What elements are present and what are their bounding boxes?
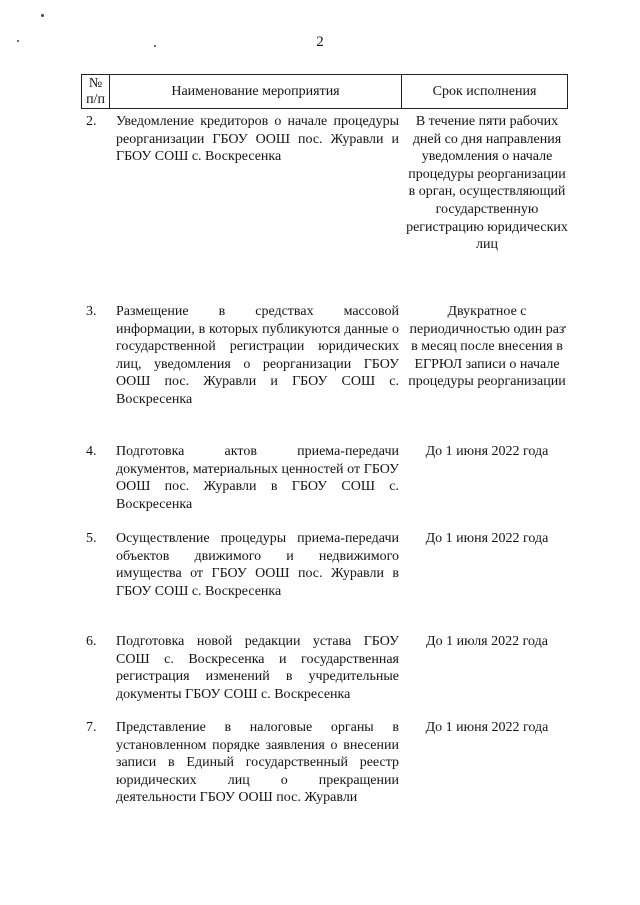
- row-description: Представление в налоговые органы в установленном порядке заявления о внесении записи в Единый государственный реестр юридических лиц о прекращении деятельности ГБОУ ООШ пос. Журавли: [116, 720, 399, 805]
- row-number: 3.: [86, 304, 97, 319]
- row-term: До 1 июня 2022 года: [425, 531, 549, 546]
- row-number: 4.: [86, 444, 97, 459]
- row-term: Двукратное с периодичностью один раз в месяц после внесения в ЕГРЮЛ записи о начале процедуры реорганизации: [408, 304, 566, 390]
- header-number-column: [82, 75, 110, 108]
- table-header: [81, 74, 568, 109]
- row-term: До 1 июня 2022 года: [425, 720, 549, 735]
- page-number: 2: [316, 34, 324, 50]
- row-term: В течение пяти рабочих дней со дня направления уведомления о начале процедуры реорганизации в орган, осуществляющий государственную регистрацию юридических лиц: [406, 114, 568, 253]
- header-number-abbrev: п/п: [86, 91, 105, 107]
- row-description: Осуществление процедуры приема-передачи объектов движимого и недвижимого имущества от ГБОУ ООШ пос. Журавли в ГБОУ СОШ с. Воскресенка: [116, 531, 399, 599]
- row-term: До 1 июня 2022 года: [425, 444, 549, 459]
- row-description: Размещение в средствах массовой информации, в которых публикуются данные о государственной регистрации юридических лиц, уведомления о реорганизации ГБОУ ООШ пос. Журавли и ГБОУ СОШ с. Воскресенка: [116, 304, 399, 407]
- row-description: Подготовка новой редакции устава ГБОУ СОШ с. Воскресенка и государственная регистрация изменений в учредительные документы ГБОУ СОШ с. Воскресенка: [116, 634, 399, 702]
- row-number: 2.: [86, 114, 97, 129]
- header-name-column: Наименование мероприятия: [110, 75, 402, 108]
- scan-speck: [41, 14, 44, 17]
- header-term-column: Срок исполнения: [432, 83, 537, 99]
- row-number: 6.: [86, 634, 97, 649]
- row-description: Подготовка актов приема-передачи документов, материальных ценностей от ГБОУ ООШ пос. Журавли в ГБОУ СОШ с. Воскресенка: [116, 444, 399, 512]
- row-number: 5.: [86, 531, 97, 546]
- header-number-symbol: №: [88, 75, 103, 91]
- row-term: До 1 июля 2022 года: [426, 634, 548, 649]
- row-description: Уведомление кредиторов о начале процедуры реорганизации ГБОУ ООШ пос. Журавли и ГБОУ СОШ с. Воскресенка: [116, 114, 399, 164]
- row-number: 7.: [86, 720, 97, 735]
